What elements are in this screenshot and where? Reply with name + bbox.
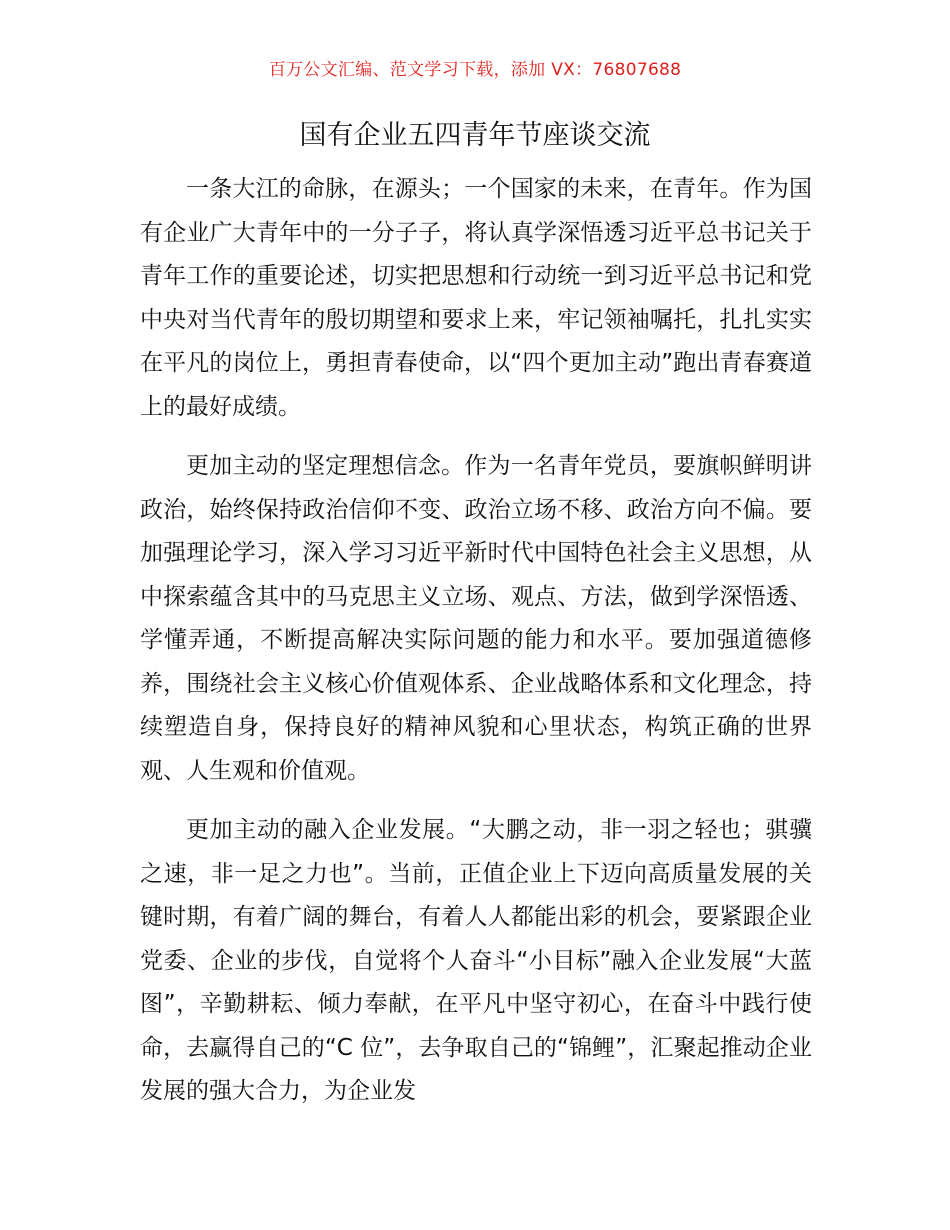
paragraph-intro: 一条大江的命脉，在源头；一个国家的未来，在青年。作为国有企业广大青年中的一分子子，将认真学深悟透习近平总书记关于青年工作的重要论述，切实把思想和行动统一到习近平总书记和党中央对当代青年的殷切期望和要求上来，牢记领袖嘱托，扎扎实实在平凡的岗位上，勇担青春使命，以“四个更加主动”跑出青春赛道上的最好成绩。 — [140, 176, 812, 420]
paragraph-enterprise: 更加主动的融入企业发展。“大鹏之动，非一羽之轻也；骐骥之速，非一足之力也”。当前，正值企业上下迈向高质量发展的关键时期，有着广阔的舞台，有着人人都能出彩的机会，要紧跟企业党委、企业的步伐，自觉将个人奋斗“小目标”融入企业发展“大蓝图”，辛勤耕耘、倾力奉献，在平凡中坚守初心，在奋斗中践行使命，去赢得自己的“C 位”，去争取自己的“锦鲤”，汇聚起推动企业发展的强大合力，为企业发 — [140, 817, 812, 1104]
document-body — [140, 168, 812, 1130]
page-title: 国有企业五四青年节座谈交流 — [299, 120, 651, 151]
paragraph-ideals: 更加主动的坚定理想信念。作为一名青年党员，要旗帜鲜明讲政治，始终保持政治信仰不变、政治立场不移、政治方向不偏。要加强理论学习，深入学习习近平新时代中国特色社会主义思想，从中探索蕴含其中的马克思主义立场、观点、方法，做到学深悟透、学懂弄通，不断提高解决实际问题的能力和水平。要加强道德修养，围绕社会主义核心价值观体系、企业战略体系和文化理念，持续塑造自身，保持良好的精神风貌和心里状态，构筑正确的世界观、人生观和价值观。 — [140, 453, 812, 784]
header-watermark: 百万公文汇编、范文学习下载，添加 VX：76807688 — [268, 60, 682, 80]
